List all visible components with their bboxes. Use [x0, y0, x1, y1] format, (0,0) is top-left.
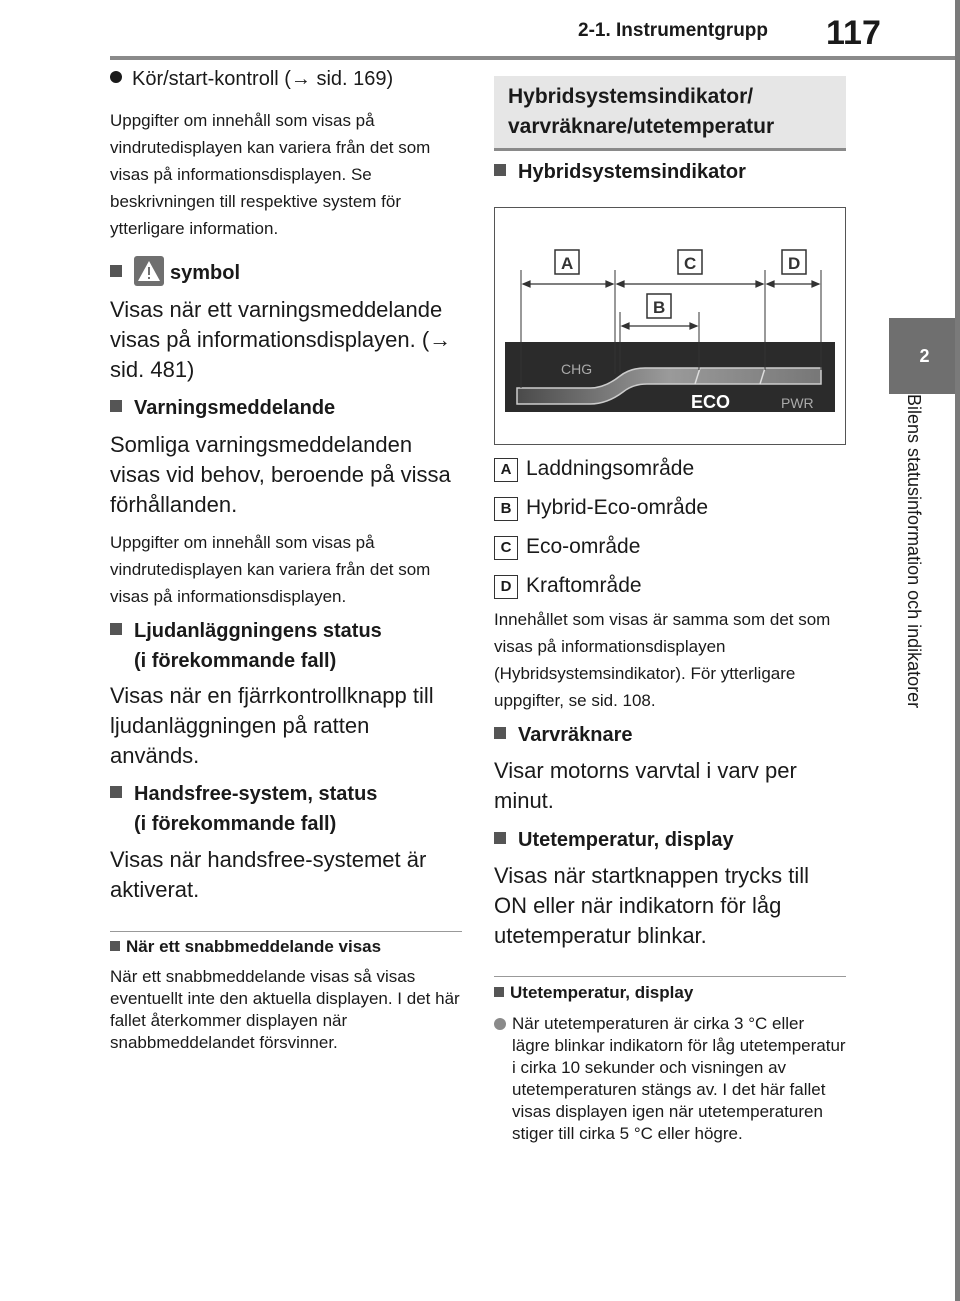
square-bullet-icon	[494, 727, 506, 739]
note-rule	[494, 976, 846, 977]
note-text: När ett snabbmeddelande visas så visas eventuellt inte den aktuella displayen. I det här fallet återkommer displayen när snabbmeddelandet försvinner.	[110, 967, 460, 1052]
legend-item-a	[494, 456, 846, 482]
label-d: D	[788, 254, 801, 273]
header-rule	[110, 56, 960, 60]
heading-text: Ljudanläggningens status	[134, 620, 382, 642]
label-a: A	[561, 254, 574, 273]
heading-outside-temp	[494, 825, 846, 855]
heading-text: Hybridsystemsindikator	[518, 161, 746, 183]
legend-key: B	[494, 497, 518, 521]
note-bullet-icon	[494, 1018, 506, 1030]
label-b: B	[653, 298, 666, 317]
square-bullet-icon	[110, 265, 122, 277]
bullet-text: Kör/start-kontroll (→ sid. 169)	[132, 68, 394, 90]
heading-symbol	[110, 256, 462, 288]
square-bullet-icon	[494, 987, 504, 997]
square-bullet-icon	[110, 623, 122, 635]
legend-text: Eco-område	[526, 535, 641, 558]
heading-text: Varvräknare	[518, 724, 633, 746]
square-bullet-icon	[110, 941, 120, 951]
paragraph-small: Innehållet som visas är samma som det som visas på informationsdisplayen (Hybridsystemsindikator). För ytterligare uppgifter, se sid. 108.	[494, 610, 831, 710]
square-bullet-icon	[494, 832, 506, 844]
paragraph: Visas när handsfree-systemet är aktiverat.	[110, 847, 427, 902]
legend-item-b	[494, 495, 846, 521]
legend-key: D	[494, 575, 518, 599]
paragraph-small: Uppgifter om innehåll som visas på vindrutedisplayen kan variera från det som visas på informationsdisplayen. Se beskrivningen till respektive system för ytterligare information.	[110, 111, 431, 238]
chapter-tab-title-area	[889, 394, 960, 794]
hybrid-indicator-diagram	[494, 207, 846, 445]
note-heading-text: Utetemperatur, display	[510, 983, 694, 1002]
section-header: 2-1. Instrumentgrupp	[578, 20, 769, 41]
heading-hybrid-indicator	[494, 157, 846, 187]
note-text: När utetemperaturen är cirka 3 °C eller lägre blinkar indikatorn för låg utetemperatur i cirka 10 sekunder och visningen av utetemperaturen stängs av. I det här fallet visas displayen igen när utetemperaturen stiger till cirka 5 °C eller högre.	[512, 1014, 846, 1143]
paragraph: Somliga varningsmeddelanden visas vid behov, beroende på vissa förhållanden.	[110, 432, 451, 517]
legend-key: C	[494, 536, 518, 560]
heading-text: Utetemperatur, display	[518, 829, 734, 851]
heading-subtext: (i förekommande fall)	[134, 650, 337, 672]
legend-key: A	[494, 458, 518, 482]
paragraph: Visas när en fjärrkontrollknapp till ljudanläggningen på ratten används.	[110, 683, 434, 768]
warning-triangle-icon	[134, 256, 164, 286]
section-title-box	[494, 76, 846, 151]
bullet-start-control	[110, 68, 462, 91]
legend-item-c	[494, 534, 846, 560]
paragraph: Visas när ett varningsmeddelande visas på informationsdisplayen. (→ sid. 481)	[110, 297, 452, 382]
legend-text: Hybrid-Eco-område	[526, 496, 709, 519]
label-c: C	[684, 254, 697, 273]
heading-text: symbol	[170, 262, 241, 284]
square-bullet-icon	[110, 786, 122, 798]
note-rule	[110, 931, 462, 932]
square-bullet-icon	[494, 164, 506, 176]
bullet-dot-icon	[110, 71, 122, 83]
square-bullet-icon	[110, 400, 122, 412]
heading-audio-status	[110, 616, 462, 676]
heading-text: Handsfree-system, status	[134, 783, 378, 805]
section-title-line1: Hybridsystemsindikator/	[508, 85, 754, 108]
hybrid-indicator-illustration	[495, 208, 845, 444]
pwr-label: PWR	[781, 395, 814, 411]
chg-label: CHG	[561, 361, 593, 377]
page-number: 117	[826, 14, 881, 52]
heading-text: Varningsmeddelande	[134, 397, 336, 419]
eco-label: ECO	[691, 392, 731, 412]
paragraph: Visar motorns varvtal i varv per minut.	[494, 758, 797, 813]
section-title-line2: varvräknare/utetemperatur	[508, 115, 775, 138]
chapter-tab-title: Bilens statusinformation och indikatorer	[904, 394, 924, 709]
chapter-tab-number: 2	[889, 318, 960, 394]
heading-subtext: (i förekommande fall)	[134, 813, 337, 835]
heading-tachometer	[494, 720, 846, 750]
paragraph-small: Uppgifter om innehåll som visas på vindrutedisplayen kan variera från det som visas på informationsdisplayen.	[110, 533, 431, 606]
page-edge-strip	[955, 0, 960, 1301]
legend-text: Laddningsområde	[526, 457, 695, 480]
paragraph: Visas när startknappen trycks till ON eller när indikatorn för låg utetemperatur blinkar.	[494, 863, 810, 948]
legend-item-d	[494, 573, 846, 599]
legend-text: Kraftområde	[526, 574, 642, 597]
note-heading-text: När ett snabbmeddelande visas	[126, 937, 382, 956]
heading-warning-message	[110, 393, 462, 423]
note-heading	[494, 983, 846, 1003]
note-heading	[110, 937, 462, 957]
note-bullet	[494, 1013, 846, 1145]
heading-handsfree-status	[110, 779, 462, 839]
